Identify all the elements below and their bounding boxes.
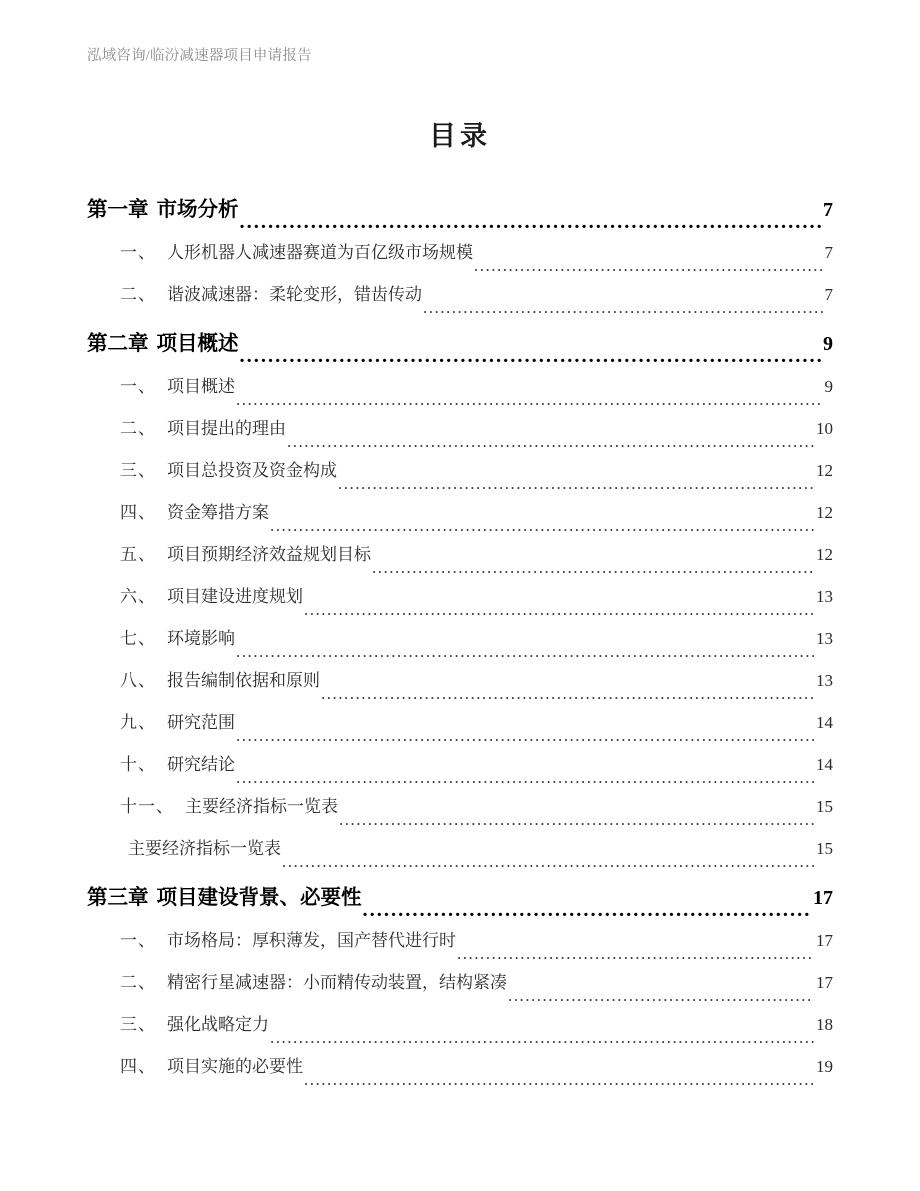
toc-section-entry[interactable] (87, 828, 833, 870)
toc-leader-dots (372, 559, 814, 576)
toc-entry-label: 市场格局：厚积薄发，国产替代进行时 (167, 931, 456, 950)
toc-page-number: 15 (816, 839, 833, 858)
toc-leader-dots (236, 643, 814, 660)
toc-chapter-entry[interactable] (87, 182, 833, 232)
toc-entry-number: 一、 (120, 931, 156, 950)
toc-entry-number: 三、 (120, 1015, 156, 1034)
toc-entry-number: 一、 (120, 377, 156, 396)
toc-leader-dots (457, 945, 814, 962)
toc-entry-number: 一、 (120, 243, 156, 262)
toc-chapter-entry[interactable] (87, 870, 833, 920)
toc-entry-label: 环境影响 (167, 629, 235, 648)
toc-entry-label: 主要经济指标一览表 (185, 797, 338, 816)
toc-entry-label: 研究结论 (167, 755, 235, 774)
toc-leader-dots (304, 1071, 814, 1088)
running-header: 泓域咨询/临汾减速器项目申请报告 (87, 48, 312, 64)
toc-section-entry[interactable] (87, 576, 833, 618)
toc-leader-dots (338, 475, 814, 492)
toc-leader-dots (508, 987, 814, 1004)
toc-chapter-entry[interactable] (87, 316, 833, 366)
toc-section-entry[interactable] (87, 1004, 833, 1046)
toc-page-number: 14 (816, 755, 833, 774)
toc-entry-label: 项目提出的理由 (167, 419, 286, 438)
toc-section-entry[interactable] (87, 618, 833, 660)
toc-entry-number: 第三章 (87, 887, 149, 909)
toc-entry-label: 强化战略定力 (167, 1015, 269, 1034)
toc-page-number: 7 (824, 243, 833, 262)
toc-section-entry[interactable] (87, 660, 833, 702)
toc-entry-label: 项目建设进度规划 (167, 587, 303, 606)
toc-leader-dots (240, 212, 822, 233)
toc-leader-dots (287, 433, 814, 450)
toc-entry-label: 市场分析 (156, 199, 239, 221)
toc-page-number: 17 (816, 973, 833, 992)
toc-page-number: 17 (816, 931, 833, 950)
toc-entry-label: 项目概述 (156, 333, 239, 355)
toc-leader-dots (270, 1029, 814, 1046)
toc-leader-dots (236, 769, 814, 786)
toc-entry-label: 资金筹措方案 (167, 503, 269, 522)
toc-entry-label: 项目预期经济效益规划目标 (167, 545, 371, 564)
toc-page-number: 9 (824, 377, 833, 396)
toc-section-entry[interactable] (87, 492, 833, 534)
toc-page-number: 12 (816, 545, 833, 564)
toc-section-entry[interactable] (87, 366, 833, 408)
toc-section-entry[interactable] (87, 534, 833, 576)
toc-page-number: 19 (816, 1057, 833, 1076)
toc-entry-label: 报告编制依据和原则 (167, 671, 320, 690)
toc-page-number: 17 (813, 887, 833, 909)
toc-entry-label: 主要经济指标一览表 (128, 839, 281, 858)
page-title: 目录 (429, 121, 491, 151)
toc-entry-label: 人形机器人减速器赛道为百亿级市场规模 (167, 243, 473, 262)
toc-page-number: 10 (816, 419, 833, 438)
toc-section-entry[interactable] (87, 744, 833, 786)
toc-entry-number: 七、 (120, 629, 156, 648)
toc-entry-number: 六、 (120, 587, 156, 606)
toc-entry-number: 二、 (120, 419, 156, 438)
toc-leader-dots (270, 517, 814, 534)
toc-page-number: 7 (824, 285, 833, 304)
toc-entry-label: 项目实施的必要性 (167, 1057, 303, 1076)
toc-section-entry[interactable] (87, 232, 833, 274)
toc-leader-dots (423, 299, 823, 316)
toc-entry-number: 八、 (120, 671, 156, 690)
toc-page-number: 18 (816, 1015, 833, 1034)
toc-page-number: 14 (816, 713, 833, 732)
toc-leader-dots (474, 257, 823, 274)
toc-leader-dots (304, 601, 814, 618)
toc-section-entry[interactable] (87, 274, 833, 316)
toc-leader-dots (321, 685, 814, 702)
toc-leader-dots (240, 346, 822, 367)
toc-section-entry[interactable] (87, 702, 833, 744)
toc-page-number: 12 (816, 461, 833, 480)
toc-section-entry[interactable] (87, 450, 833, 492)
toc-entry-number: 第二章 (87, 333, 149, 355)
toc-leader-dots (236, 391, 823, 408)
toc-entry-label: 精密行星减速器：小而精传动装置，结构紧凑 (167, 973, 507, 992)
toc-entry-number: 十一、 (120, 797, 174, 816)
toc-entry-number: 第一章 (87, 199, 149, 221)
toc-section-entry[interactable] (87, 920, 833, 962)
table-of-contents (87, 182, 833, 1088)
toc-entry-label: 研究范围 (167, 713, 235, 732)
toc-entry-number: 四、 (120, 1057, 156, 1076)
toc-entry-label: 谐波减速器：柔轮变形，错齿传动 (167, 285, 422, 304)
toc-page-number: 13 (816, 587, 833, 606)
toc-section-entry[interactable] (87, 786, 833, 828)
toc-entry-label: 项目概述 (167, 377, 235, 396)
toc-page-number: 9 (823, 333, 833, 355)
toc-entry-label: 项目总投资及资金构成 (167, 461, 337, 480)
toc-section-entry[interactable] (87, 1046, 833, 1088)
toc-entry-number: 四、 (120, 503, 156, 522)
toc-section-entry[interactable] (87, 408, 833, 450)
toc-leader-dots (339, 811, 814, 828)
toc-section-entry[interactable] (87, 962, 833, 1004)
toc-entry-number: 二、 (120, 973, 156, 992)
toc-leader-dots (363, 900, 812, 921)
toc-page-number: 7 (823, 199, 833, 221)
toc-page-number: 12 (816, 503, 833, 522)
toc-entry-number: 十、 (120, 755, 156, 774)
toc-leader-dots (236, 727, 814, 744)
toc-leader-dots (282, 853, 814, 870)
toc-entry-number: 二、 (120, 285, 156, 304)
toc-entry-number: 三、 (120, 461, 156, 480)
toc-entry-number: 五、 (120, 545, 156, 564)
toc-entry-number: 九、 (120, 713, 156, 732)
toc-page-number: 15 (816, 797, 833, 816)
toc-page-number: 13 (816, 629, 833, 648)
toc-page-number: 13 (816, 671, 833, 690)
toc-entry-label: 项目建设背景、必要性 (156, 887, 362, 909)
